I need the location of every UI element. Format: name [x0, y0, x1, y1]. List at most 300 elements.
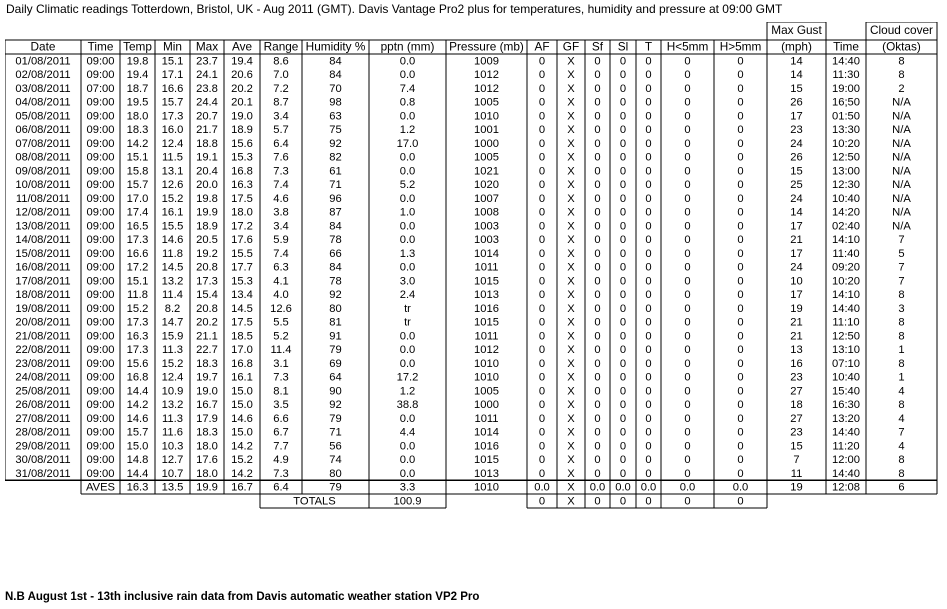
aves-t: 0.0	[640, 481, 657, 494]
cell-min: 8.2	[164, 302, 181, 315]
cell-sl: 0	[619, 399, 627, 412]
cell-h-lt5mm: 0	[684, 247, 691, 260]
cell-max: 15.4	[196, 289, 218, 302]
cell-time: 09:00	[86, 289, 115, 302]
cell-temp: 15.2	[126, 302, 149, 315]
cell-range: 8.7	[273, 96, 289, 109]
cell-humidity: 87	[329, 206, 342, 219]
aves-af: 0.0	[534, 481, 550, 494]
cell-ave: 20.1	[231, 96, 253, 109]
cell-date: 10/08/2011	[15, 179, 71, 192]
cell-h-lt5mm: 0	[684, 55, 691, 68]
cell-t: 0	[645, 261, 652, 274]
cell-pptn: 0.0	[399, 357, 416, 370]
cell-range: 7.0	[273, 69, 289, 82]
cell-h-lt5mm: 0	[684, 371, 691, 384]
cell-pressure: 1015	[474, 454, 499, 467]
cell-sf: 0	[594, 330, 601, 343]
cell-humidity: 74	[329, 454, 342, 467]
cell-h-gt5mm: 0	[737, 275, 744, 288]
cell-h-lt5mm: 0	[684, 412, 691, 425]
cell-t: 0	[645, 316, 652, 329]
cell-h-gt5mm: 0	[737, 426, 744, 439]
cell-temp: 14.2	[126, 399, 149, 412]
cell-humidity: 92	[329, 137, 342, 150]
cell-time: 09:00	[86, 357, 115, 370]
cell-date: 25/08/2011	[15, 385, 71, 398]
cell-date: 28/08/2011	[15, 426, 71, 439]
cell-af: 0	[538, 344, 546, 357]
cell-ave: 14.2	[231, 467, 253, 480]
cell-humidity: 66	[329, 247, 342, 260]
cell-max-gust-mph: 26	[790, 96, 803, 109]
cell-ave: 15.3	[231, 275, 253, 288]
cell-sf: 0	[594, 165, 601, 178]
cell-max-gust-mph: 21	[790, 234, 803, 247]
cell-humidity: 81	[329, 316, 342, 329]
cell-max-gust-mph: 7	[793, 454, 800, 467]
cell-cloud-cover: 7	[898, 261, 905, 274]
cell-temp: 15.8	[126, 165, 149, 178]
column-header-pptn: pptn (mm)	[380, 39, 435, 54]
cell-pptn: tr	[404, 316, 411, 329]
cell-sf: 0	[594, 399, 601, 412]
cell-min: 15.7	[161, 96, 184, 109]
cell-h-gt5mm: 0	[737, 357, 744, 370]
cell-t: 0	[645, 137, 652, 150]
cell-humidity: 84	[329, 220, 342, 233]
cell-time: 09:00	[86, 399, 115, 412]
cell-pptn: 1.3	[399, 247, 416, 260]
cell-min: 13.2	[161, 275, 184, 288]
cell-sl: 0	[619, 454, 627, 467]
cell-pptn: 0.0	[399, 55, 416, 68]
cell-gust-time: 10:40	[832, 192, 860, 205]
cell-time: 09:00	[86, 302, 115, 315]
cell-time: 09:00	[86, 110, 115, 123]
cell-max-gust-mph: 27	[790, 412, 803, 425]
cell-max: 20.4	[196, 165, 218, 178]
cell-gf: X	[567, 69, 575, 82]
cell-h-gt5mm: 0	[737, 247, 744, 260]
cell-gust-time: 11:20	[832, 440, 860, 453]
cell-sf: 0	[594, 234, 601, 247]
column-header-gust-time: Time	[833, 39, 859, 54]
cell-ave: 16.1	[231, 371, 253, 384]
cell-cloud-cover: 8	[898, 454, 905, 467]
cell-date: 16/08/2011	[15, 261, 71, 274]
cell-cloud-cover: 8	[898, 330, 905, 343]
cell-max: 17.6	[196, 454, 218, 467]
aves-range: 6.4	[273, 481, 289, 494]
cell-max-gust-mph: 14	[790, 69, 803, 82]
cell-pptn: 1.0	[399, 206, 416, 219]
cell-sf: 0	[594, 454, 601, 467]
cell-gust-time: 14:20	[832, 206, 860, 219]
cell-t: 0	[645, 454, 652, 467]
cell-cloud-cover: 7	[898, 275, 905, 288]
cell-gf: X	[567, 440, 575, 453]
cell-af: 0	[538, 124, 546, 137]
cell-range: 4.6	[273, 192, 289, 205]
cell-max-gust-mph: 21	[790, 330, 803, 343]
cell-temp: 18.7	[126, 82, 149, 95]
cell-max: 19.2	[196, 247, 218, 260]
cell-time: 09:00	[86, 440, 115, 453]
cell-pressure: 1013	[474, 467, 499, 480]
cell-max-gust-mph: 16	[790, 357, 803, 370]
cell-humidity: 75	[329, 124, 342, 137]
cell-t: 0	[645, 55, 652, 68]
cell-sl: 0	[619, 165, 627, 178]
cell-max-gust-mph: 19	[790, 302, 803, 315]
cell-gust-time: 14:40	[832, 467, 860, 480]
cell-sf: 0	[594, 344, 601, 357]
cell-temp: 19.8	[126, 55, 149, 68]
cell-pptn: 0.0	[399, 330, 416, 343]
cell-pressure: 1005	[474, 385, 499, 398]
page-title: Daily Climatic readings Totterdown, Bristol, UK - Aug 2011 (GMT). Davis Vantage Pro2 plus for temperatures, humidity and pressure at 09:00 GMT	[6, 2, 783, 16]
cell-humidity: 84	[329, 55, 342, 68]
cell-sf: 0	[594, 179, 601, 192]
cell-max: 20.7	[196, 110, 218, 123]
cell-max: 21.7	[196, 124, 218, 137]
column-header-time: Time	[87, 39, 114, 54]
cell-min: 16.6	[161, 82, 184, 95]
cell-gf: X	[567, 275, 575, 288]
cell-temp: 18.3	[126, 124, 149, 137]
cell-max: 18.0	[196, 467, 218, 480]
cell-gust-time: 14:40	[832, 426, 860, 439]
cell-t: 0	[645, 234, 652, 247]
cell-gf: X	[567, 234, 575, 247]
cell-gf: X	[567, 302, 575, 315]
cell-time: 09:00	[86, 275, 115, 288]
cell-gf: X	[567, 55, 575, 68]
cell-time: 09:00	[86, 96, 115, 109]
cell-af: 0	[538, 385, 546, 398]
cell-max-gust-mph: 21	[790, 316, 803, 329]
cell-cloud-cover: N/A	[892, 137, 911, 150]
cell-h-lt5mm: 0	[684, 82, 691, 95]
cell-range: 3.8	[273, 206, 289, 219]
cell-sl: 0	[619, 412, 627, 425]
cell-humidity: 63	[329, 110, 342, 123]
cell-sl: 0	[619, 344, 627, 357]
cell-range: 6.7	[273, 426, 289, 439]
cell-humidity: 78	[329, 275, 342, 288]
cell-humidity: 80	[329, 467, 342, 480]
cell-range: 5.5	[273, 316, 289, 329]
cell-gf: X	[567, 357, 575, 370]
column-header-sf: Sf	[591, 39, 604, 54]
cell-max: 18.8	[196, 137, 218, 150]
cell-pptn: 0.0	[399, 454, 416, 467]
cell-af: 0	[538, 357, 546, 370]
cell-pptn: 0.0	[399, 69, 416, 82]
cell-pressure: 1010	[474, 357, 499, 370]
cell-pressure: 1012	[474, 69, 499, 82]
cell-af: 0	[538, 96, 546, 109]
cell-gf: X	[567, 192, 575, 205]
cell-temp: 15.7	[126, 179, 149, 192]
cell-af: 0	[538, 110, 546, 123]
cell-time: 09:00	[86, 412, 115, 425]
cell-t: 0	[645, 192, 652, 205]
cell-max-gust-mph: 17	[790, 220, 803, 233]
cell-max: 19.7	[196, 371, 218, 384]
cell-af: 0	[538, 371, 546, 384]
cell-gust-time: 02:40	[832, 220, 860, 233]
cell-cloud-cover: 7	[898, 426, 905, 439]
cell-h-lt5mm: 0	[684, 69, 691, 82]
cell-gf: X	[567, 137, 575, 150]
cell-af: 0	[538, 289, 546, 302]
column-header-humidity: Humidity %	[305, 39, 366, 54]
cell-pressure: 1011	[474, 330, 499, 343]
cell-h-lt5mm: 0	[684, 165, 691, 178]
cell-min: 15.2	[161, 357, 184, 370]
cell-time: 09:00	[86, 234, 115, 247]
cell-af: 0	[538, 440, 546, 453]
cell-pptn: 2.4	[399, 289, 416, 302]
cell-max-gust-mph: 17	[790, 110, 803, 123]
cell-pptn: 0.0	[399, 220, 416, 233]
cell-humidity: 90	[329, 385, 342, 398]
cell-pressure: 1015	[474, 275, 499, 288]
cell-humidity: 61	[329, 165, 342, 178]
cell-min: 14.5	[161, 261, 184, 274]
cell-time: 09:00	[86, 165, 115, 178]
footnote: N.B August 1st - 13th inclusive rain data from Davis automatic weather station VP2 Pro	[5, 591, 480, 603]
cell-pressure: 1003	[474, 220, 499, 233]
cell-sf: 0	[594, 151, 601, 164]
cell-min: 12.4	[161, 371, 184, 384]
cell-ave: 15.0	[231, 426, 253, 439]
cell-af: 0	[538, 302, 546, 315]
cell-h-lt5mm: 0	[684, 151, 691, 164]
cell-humidity: 71	[329, 426, 342, 439]
cell-sf: 0	[594, 96, 601, 109]
cell-min: 11.8	[162, 247, 183, 260]
cell-gust-time: 13:00	[832, 165, 860, 178]
column-header-pressure: Pressure (mb)	[449, 39, 524, 54]
cell-h-gt5mm: 0	[737, 179, 744, 192]
cell-af: 0	[538, 234, 546, 247]
cell-temp: 17.3	[126, 316, 149, 329]
cell-time: 09:00	[86, 206, 115, 219]
aves-sf: 0.0	[589, 481, 606, 494]
cell-sl: 0	[619, 302, 627, 315]
cell-time: 09:00	[86, 124, 115, 137]
column-header-af: AF	[534, 39, 550, 54]
cell-pressure: 1012	[474, 344, 499, 357]
cell-pptn: 4.4	[399, 426, 416, 439]
cell-gf: X	[567, 96, 575, 109]
cell-temp: 15.0	[126, 440, 149, 453]
cell-pressure: 1005	[474, 96, 499, 109]
cell-date: 22/08/2011	[15, 344, 71, 357]
cell-af: 0	[538, 316, 546, 329]
cell-pptn: 5.2	[399, 179, 416, 192]
cell-h-lt5mm: 0	[684, 261, 691, 274]
cell-pptn: 7.4	[399, 82, 416, 95]
cell-humidity: 71	[329, 179, 342, 192]
aves-pressure: 1010	[474, 481, 499, 494]
cell-pressure: 1021	[474, 165, 499, 178]
cell-date: 05/08/2011	[15, 110, 71, 123]
aves-gust-time: 12:08	[832, 481, 860, 494]
cell-max-gust-mph: 15	[790, 440, 803, 453]
cell-pptn: 0.0	[399, 344, 416, 357]
cell-ave: 17.2	[231, 220, 253, 233]
cell-sf: 0	[594, 316, 601, 329]
cell-gf: X	[567, 344, 575, 357]
cell-h-lt5mm: 0	[684, 275, 691, 288]
cell-h-gt5mm: 0	[737, 124, 744, 137]
cell-sl: 0	[619, 206, 627, 219]
cell-pressure: 1012	[474, 82, 499, 95]
column-header-range: Range	[263, 39, 299, 54]
column-header-h-lt5mm: H<5mm	[666, 39, 709, 54]
cell-ave: 19.0	[231, 110, 253, 123]
cell-max: 20.0	[196, 179, 218, 192]
cell-sl: 0	[619, 234, 627, 247]
cell-gust-time: 12:00	[832, 454, 860, 467]
cell-sl: 0	[619, 371, 627, 384]
cell-gf: X	[567, 371, 575, 384]
cell-h-lt5mm: 0	[684, 385, 691, 398]
cell-t: 0	[645, 426, 652, 439]
cell-date: 23/08/2011	[15, 357, 71, 370]
cell-af: 0	[538, 412, 546, 425]
cell-cloud-cover: 8	[898, 357, 905, 370]
cell-h-lt5mm: 0	[684, 316, 691, 329]
cell-gf: X	[567, 247, 575, 260]
cell-h-lt5mm: 0	[684, 137, 691, 150]
cell-range: 7.3	[273, 165, 289, 178]
cell-sl: 0	[619, 330, 627, 343]
column-header-date: Date	[30, 39, 56, 54]
cell-max-gust-mph: 17	[790, 289, 803, 302]
cell-h-lt5mm: 0	[684, 330, 691, 343]
cell-range: 4.1	[273, 275, 289, 288]
cell-gf: X	[567, 110, 575, 123]
cell-h-lt5mm: 0	[684, 454, 691, 467]
cell-h-gt5mm: 0	[737, 316, 744, 329]
cell-h-gt5mm: 0	[737, 220, 744, 233]
cell-gust-time: 10:20	[832, 275, 860, 288]
cell-t: 0	[645, 206, 652, 219]
cell-temp: 17.0	[126, 192, 149, 205]
totals-gf: X	[567, 495, 575, 508]
cell-range: 8.1	[273, 385, 289, 398]
cell-max-gust-mph: 25	[790, 179, 803, 192]
cell-h-lt5mm: 0	[684, 179, 691, 192]
cell-max: 19.8	[196, 192, 218, 205]
cell-pressure: 1010	[474, 371, 499, 384]
cell-gf: X	[567, 467, 575, 480]
cell-t: 0	[645, 385, 652, 398]
cell-cloud-cover: N/A	[892, 165, 911, 178]
column-header-min: Min	[162, 39, 183, 54]
cell-range: 3.4	[273, 110, 289, 123]
cell-af: 0	[538, 330, 546, 343]
cell-min: 11.4	[162, 289, 183, 302]
cell-gf: X	[567, 206, 575, 219]
cell-ave: 20.2	[231, 82, 253, 95]
aves-h-lt5mm: 0.0	[679, 481, 696, 494]
cell-h-lt5mm: 0	[684, 234, 691, 247]
cell-gust-time: 14:40	[832, 55, 860, 68]
cell-af: 0	[538, 55, 546, 68]
cell-sf: 0	[594, 192, 601, 205]
cell-t: 0	[645, 399, 652, 412]
cell-gust-time: 11:40	[832, 247, 860, 260]
cell-pptn: 0.0	[399, 110, 416, 123]
column-header-gf: GF	[562, 39, 580, 54]
cell-temp: 15.1	[126, 151, 149, 164]
cell-pptn: 3.0	[399, 275, 416, 288]
cell-time: 09:00	[86, 179, 115, 192]
cell-sf: 0	[594, 412, 601, 425]
cell-pptn: 0.0	[399, 261, 416, 274]
cell-t: 0	[645, 96, 652, 109]
totals-h-gt5mm: 0	[737, 495, 744, 508]
cell-range: 7.2	[273, 82, 289, 95]
cell-h-gt5mm: 0	[737, 440, 744, 453]
cell-sl: 0	[619, 124, 627, 137]
cell-h-lt5mm: 0	[684, 302, 691, 315]
cell-sf: 0	[594, 69, 601, 82]
cell-time: 07:00	[86, 82, 115, 95]
cell-time: 09:00	[86, 261, 115, 274]
cell-temp: 19.4	[126, 69, 149, 82]
cell-pressure: 1013	[474, 289, 499, 302]
column-header-temp: Temp	[123, 39, 152, 54]
cell-max: 21.1	[196, 330, 218, 343]
cell-max: 20.8	[196, 302, 218, 315]
cell-min: 13.1	[161, 165, 184, 178]
cell-range: 6.4	[273, 137, 289, 150]
cell-max-gust-mph: 24	[790, 137, 803, 150]
cell-sl: 0	[619, 96, 627, 109]
cell-humidity: 80	[329, 302, 342, 315]
cell-min: 14.6	[161, 234, 184, 247]
cell-cloud-cover: 3	[898, 302, 905, 315]
cell-sl: 0	[619, 261, 627, 274]
cell-h-lt5mm: 0	[684, 426, 691, 439]
cell-gust-time: 16;50	[832, 96, 860, 109]
cell-time: 09:00	[86, 247, 115, 260]
cell-af: 0	[538, 454, 546, 467]
cell-gust-time: 11:30	[832, 69, 860, 82]
cell-temp: 16.5	[126, 220, 149, 233]
cell-humidity: 79	[329, 412, 342, 425]
cell-h-gt5mm: 0	[737, 289, 744, 302]
cell-temp: 15.6	[126, 357, 149, 370]
cell-h-lt5mm: 0	[684, 192, 691, 205]
cell-af: 0	[538, 261, 546, 274]
cell-sf: 0	[594, 206, 601, 219]
cell-max: 22.7	[196, 344, 218, 357]
cell-date: 07/08/2011	[15, 137, 71, 150]
cell-sl: 0	[619, 426, 627, 439]
cell-sl: 0	[619, 110, 627, 123]
cell-ave: 18.5	[231, 330, 253, 343]
cell-ave: 15.3	[231, 151, 253, 164]
cell-af: 0	[538, 137, 546, 150]
